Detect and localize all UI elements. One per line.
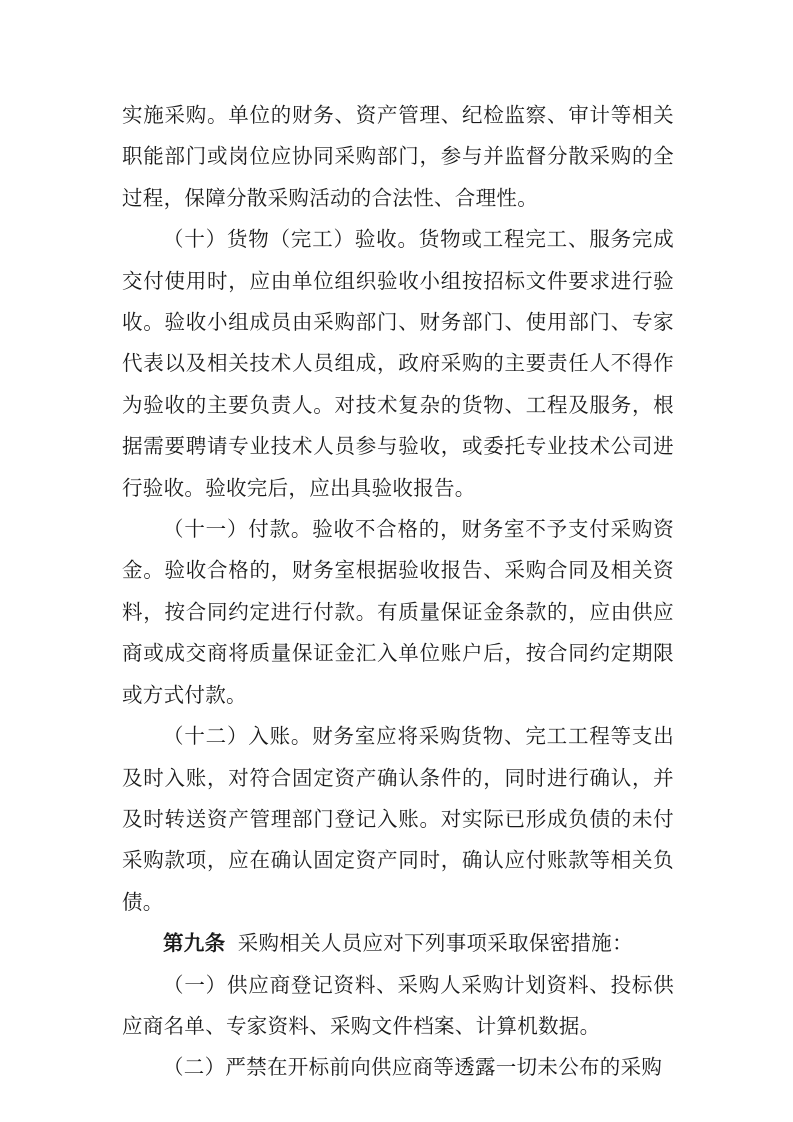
article-9-title: 第九条	[163, 931, 226, 956]
article-9-paragraph	[122, 923, 674, 964]
paragraph-acceptance: （十）货物（完工）验收。货物或工程完工、服务完成交付使用时，应由单位组织验收小组按招标文件要求进行验收。验收小组成员由采购部门、财务部门、使用部门、专家代表以及相关技术人员组成，政府采购的主要责任人不得作为验收的主要负责人。对技术复杂的货物、工程及服务，根据需要聘请专业技术人员参与验收，或委托专业技术公司进行验收。验收完后，应出具验收报告。	[122, 227, 674, 500]
paragraph-payment: （十一）付款。验收不合格的，财务室不予支付采购资金。验收合格的，财务室根据验收报告、采购合同及相关资料，按合同约定进行付款。有质量保证金条款的，应由供应商或成交商将质量保证金汇入单位账户后，按合同约定期限或方式付款。	[122, 517, 674, 707]
paragraph-accounting: （十二）入账。财务室应将采购货物、完工工程等支出及时入账，对符合固定资产确认条件的，同时进行确认，并及时转送资产管理部门登记入账。对实际已形成负债的未付采购款项，应在确认固定资产同时，确认应付账款等相关负债。	[122, 724, 674, 914]
article-9-item-2: （二）严禁在开标前向供应商等透露一切未公布的采购	[163, 1055, 663, 1080]
article-9-item-1: （一）供应商登记资料、采购人采购计划资料、投标供应商名单、专家资料、采购文件档案、计算机数据。	[122, 972, 674, 1038]
document-page	[122, 95, 674, 1089]
paragraph-continuation: 实施采购。单位的财务、资产管理、纪检监察、审计等相关职能部门或岗位应协同采购部门，参与并监督分散采购的全过程，保障分散采购活动的合法性、合理性。	[122, 103, 674, 210]
article-9-text: 采购相关人员应对下列事项采取保密措施：	[237, 931, 633, 956]
